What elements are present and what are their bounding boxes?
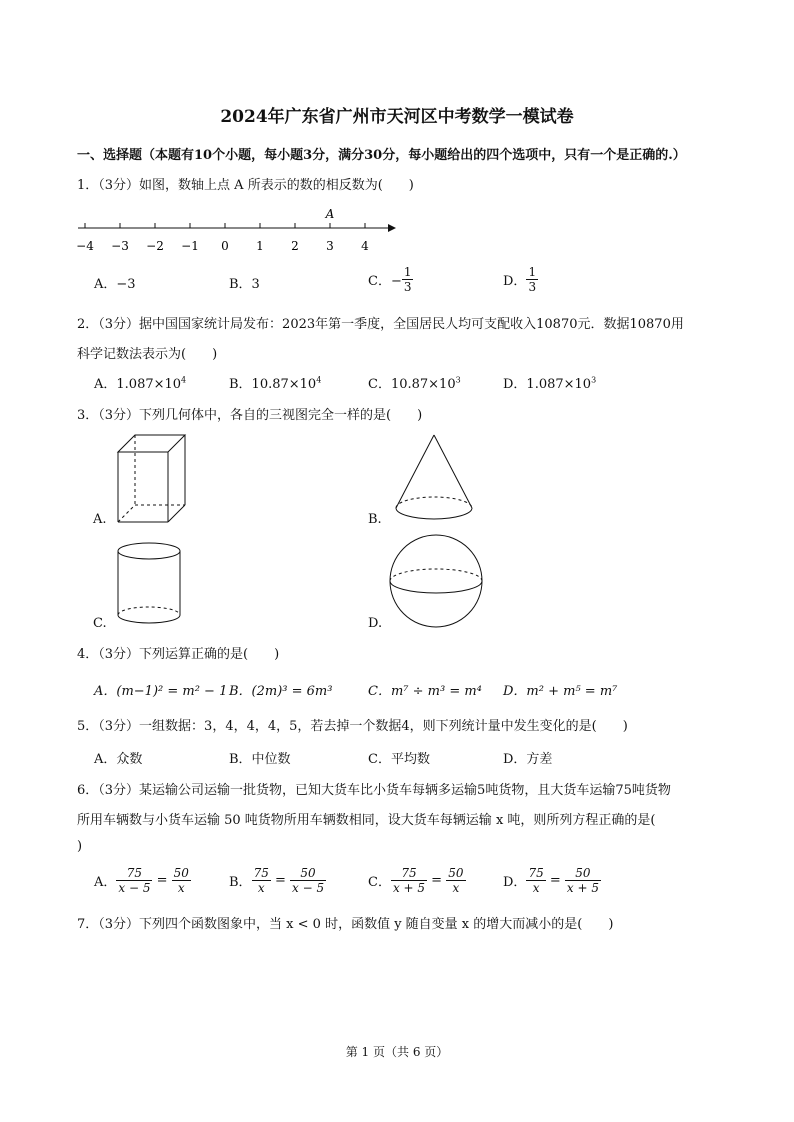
- page-footer: 第 1 页（共 6 页）: [345, 1045, 449, 1059]
- number-line-tick-label: 0: [221, 239, 229, 253]
- q2-option-a: A．$1.087\times 10^4$: [94, 375, 187, 392]
- number-line-tick-label: −4: [76, 239, 94, 253]
- question-3-stem: 3．（3分）下列几何体中，各自的三视图完全一样的是( ): [77, 408, 423, 423]
- q3-label-d: D.: [368, 616, 383, 631]
- q5-option-d: D．方差: [503, 752, 553, 767]
- q5-option-b: B．中位数: [229, 752, 291, 767]
- number-line-figure: [70, 205, 400, 257]
- q3-label-a: A.: [93, 512, 107, 527]
- q6-option-b: B． $\frac{75}{x}$ = $\frac{50}{x - 5}$: [229, 866, 325, 895]
- q2-option-d: D．$1.087\times 10^3$: [503, 375, 597, 392]
- q1-option-d: D． $\frac{1}{3}$: [503, 265, 537, 294]
- question-6-line-2: 所用车辆数与小货车运输 50 吨货物所用车辆数相同，设大货车每辆运输 x 吨，则所列方程正确的是(: [77, 813, 656, 828]
- question-4-stem: 4．（3分）下列运算正确的是( ): [77, 647, 280, 662]
- q3-label-b: B.: [368, 512, 382, 527]
- q2-option-b: B．$10.87\times 10^4$: [229, 375, 322, 392]
- question-2-line-2: 科学记数法表示为( ): [77, 347, 218, 362]
- question-7-stem: 7．（3分）下列四个函数图象中，当 x < 0 时，函数值 y 随自变量 x 的增大而减小的是( ): [77, 917, 614, 932]
- number-line-tick-label: 1: [256, 239, 264, 253]
- number-line-tick-label: 2: [291, 239, 299, 253]
- q1-option-a: A．−3: [94, 277, 136, 292]
- number-line-tick-label: 4: [361, 239, 369, 253]
- number-line-tick-label: −2: [146, 239, 164, 253]
- question-6-line-3: ): [77, 839, 83, 854]
- triangular-prism-figure: [110, 430, 195, 525]
- q4-option-b: B．(2m)³ = 6m³: [229, 684, 333, 699]
- q1-option-b: B．3: [229, 277, 260, 292]
- q5-option-a: A．众数: [94, 752, 143, 767]
- section-heading: 一、选择题（本题有10个小题，每小题3分，满分30分，每小题给出的四个选项中，只有一个是正确的.）: [77, 148, 686, 163]
- q6-option-a: A． $\frac{75}{x - 5}$ = $\frac{50}{x}$: [94, 866, 189, 895]
- q1-option-c: C．− $\frac{1}{3}$: [368, 265, 412, 294]
- q6-option-d: D． $\frac{75}{x}$ = $\frac{50}{x + 5}$: [503, 866, 599, 895]
- question-5-stem: 5．（3分）一组数据：3，4，4，4，5，若去掉一个数据4，则下列统计量中发生变化的是( ): [77, 719, 628, 734]
- cylinder-figure: [112, 540, 192, 630]
- q3-label-c: C.: [93, 616, 107, 631]
- question-2-line-1: 2．（3分）据中国国家统计局发布：2023年第一季度，全国居民人均可支配收入10870元．数据10870用: [77, 317, 684, 332]
- q4-option-d: D．m² + m⁵ = m⁷: [503, 684, 618, 699]
- page-title: 2024年广东省广州市天河区中考数学一模试卷: [220, 107, 574, 127]
- q2-option-c: C．$10.87\times 10^3$: [368, 375, 461, 392]
- number-line-tick-label: −3: [111, 239, 129, 253]
- point-a-label: A: [325, 207, 335, 221]
- cone-figure: [388, 432, 488, 527]
- number-line-tick-label: −1: [181, 239, 199, 253]
- number-line-tick-label: 3: [326, 239, 334, 253]
- q5-option-c: C．平均数: [368, 752, 430, 767]
- q4-option-c: C．m⁷ ÷ m³ = m⁴: [368, 684, 482, 699]
- question-1-stem: 1．（3分）如图，数轴上点 A 所表示的数的相反数为( ): [77, 178, 414, 193]
- q6-option-c: C． $\frac{75}{x + 5}$ = $\frac{50}{x}$: [368, 866, 464, 895]
- sphere-figure: [388, 533, 488, 633]
- q4-option-a: A．(m−1)² = m² − 1: [94, 684, 228, 699]
- question-6-line-1: 6．（3分）某运输公司运输一批货物，已知大货车比小货车每辆多运输5吨货物，且大货车运输75吨货物: [77, 783, 671, 798]
